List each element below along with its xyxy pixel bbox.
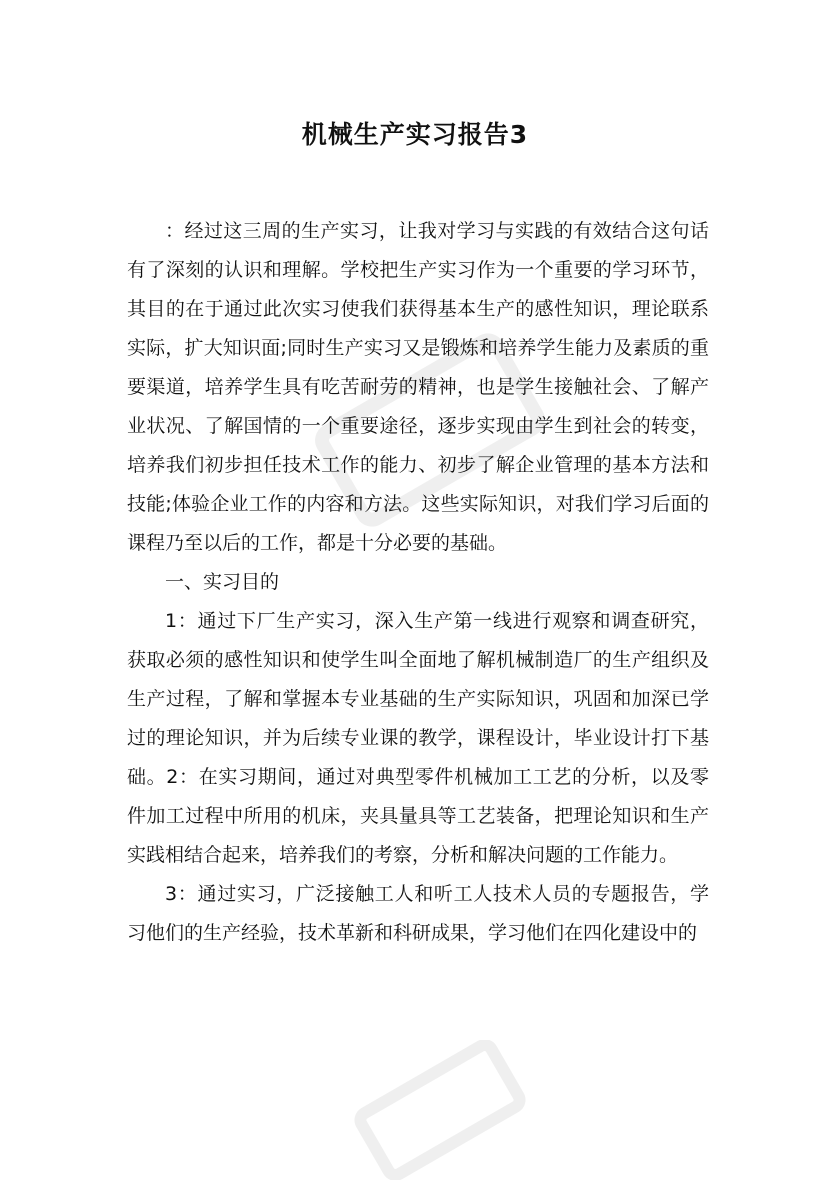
paragraph-objective-1-2: 1：通过下厂生产实习，深入生产第一线进行观察和调查研究，获取必须的感性知识和使学生叫全面地了解机械制造厂的生产组织及生产过程，了解和掌握本专业基础的生产实际知识，巩固和加深已学过的理论知识，并为后续专业课的教学，课程设计，毕业设计打下基础。2：在实习期间，通过对典型零件机械加工工艺的分析，以及零件加工过程中所用的机床，夹具量具等工艺装备，把理论知识和生产实践相结合起来，培养我们的考察，分析和解决问题的工作能力。 xyxy=(127,610,709,866)
watermark-stamp-bottom xyxy=(340,1040,540,1180)
section-heading-objectives: 一、实习目的 xyxy=(165,571,280,593)
paragraph-objective-3: 3：通过实习，广泛接触工人和听工人技术人员的专题报告，学习他们的生产经验，技术革新和科研成果，学习他们在四化建设中的 xyxy=(127,883,709,944)
document-body xyxy=(127,212,709,953)
paragraph-intro: ：经过这三周的生产实习，让我对学习与实践的有效结合这句话有了深刻的认识和理解。学校把生产实习作为一个重要的学习环节，其目的在于通过此次实习使我们获得基本生产的感性知识，理论联系实际，扩大知识面;同时生产实习又是锻炼和培养学生能力及素质的重要渠道，培养学生具有吃苦耐劳的精神，也是学生接触社会、了解产业状况、了解国情的一个重要途径，逐步实现由学生到社会的转变，培养我们初步担任技术工作的能力、初步了解企业管理的基本方法和技能;体验企业工作的内容和方法。这些实际知识，对我们学习后面的课程乃至以后的工作，都是十分必要的基础。 xyxy=(127,220,709,554)
document-title: 机械生产实习报告3 xyxy=(301,120,529,149)
